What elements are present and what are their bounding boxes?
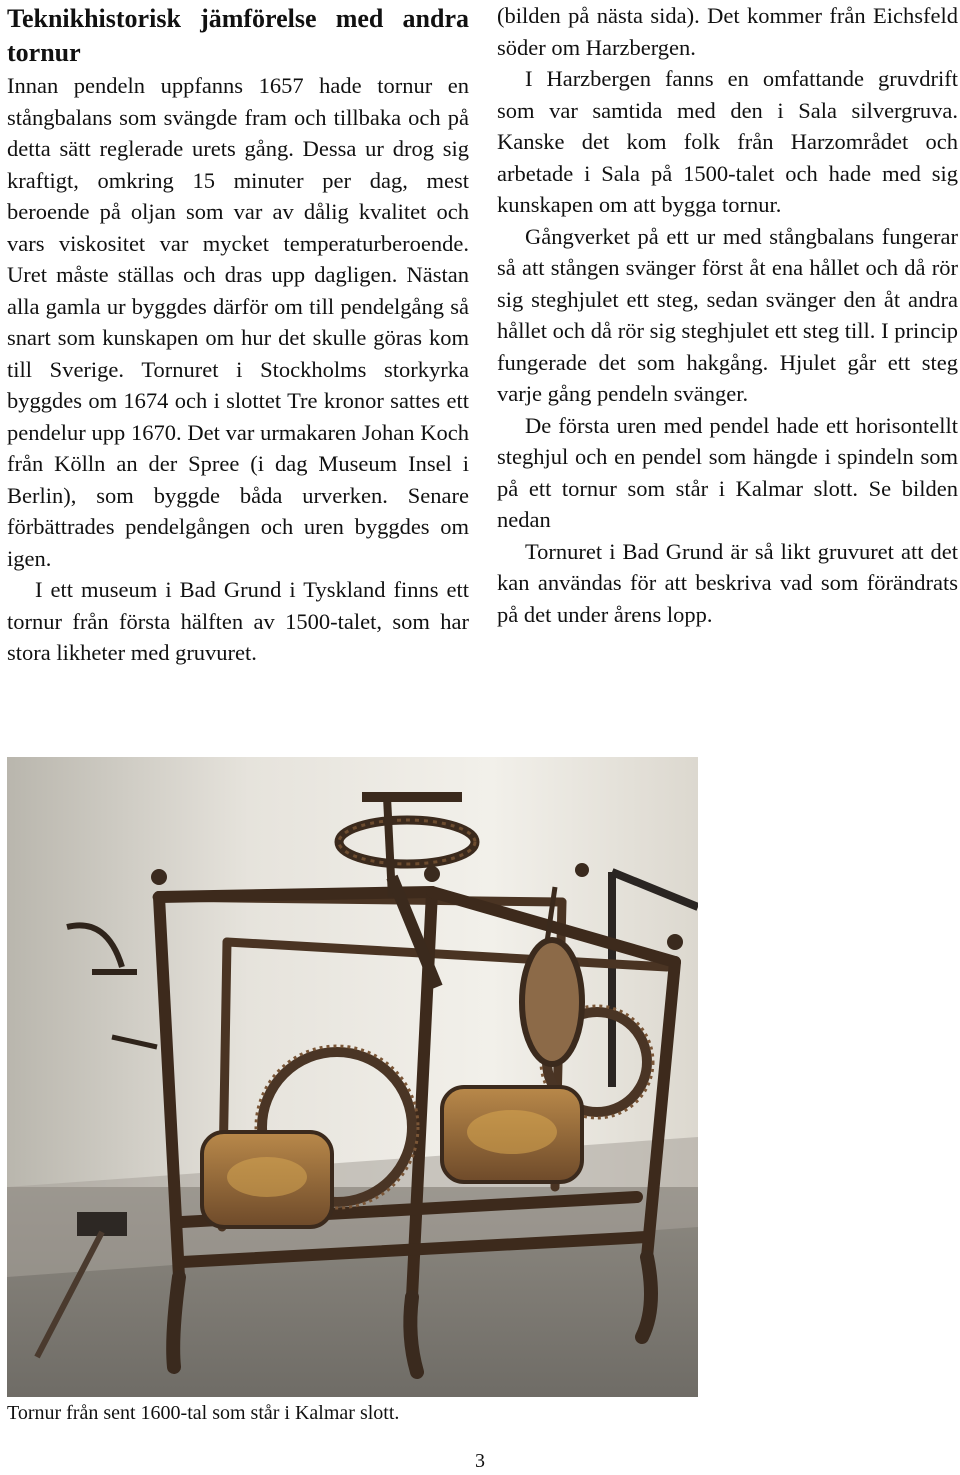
body-paragraph: I ett museum i Bad Grund i Tyskland finns ett tornur från första hälften av 1500-talet, som har stora likheter med gruvuret. <box>7 577 469 665</box>
page-number: 3 <box>475 1450 485 1472</box>
clock-mechanism-photo <box>7 757 698 1397</box>
body-paragraph: (bilden på nästa sida). Det kommer från Eichsfeld söder om Harzbergen. <box>497 3 958 60</box>
body-paragraph: Gångverket på ett ur med stångbalans fungerar så att stången svänger först åt ena hållet och då rör sig steghjulet ett steg, sedan svänger den åt andra hållet och då rör sig steghjulet ett steg till. I princip fungerade det som hakgång. Hjulet går ett steg varje gång pendeln svänger. <box>497 223 958 406</box>
figure-caption: Tornur från sent 1600-tal som står i Kalmar slott. <box>7 1402 400 1424</box>
body-paragraph: Tornuret i Bad Grund är så likt gruvuret att det kan användas för att beskriva vad som förändrats på det under årens lopp. <box>497 538 958 627</box>
right-column <box>497 0 958 630</box>
body-paragraph: De första uren med pendel hade ett horisontellt steghjul och en pendel som hängde i spindeln som på ett tornur som står i Kalmar slott. Se bilden nedan <box>497 412 958 532</box>
body-paragraph: Innan pendeln uppfanns 1657 hade tornur en stångbalans som svängde fram och tillbaka och på detta sätt reglerade urets gång. Dessa ur drog sig kraftigt, omkring 15 minuter per dag, mest beroende på oljan som var av dålig kvalitet och vars viskositet var mycket temperaturberoende. Uret måste ställas och dras upp dagligen. Nästan alla gamla ur byggdes därför om till pendelgång så snart som kunskapen om hur det skulle göras kom till Sverige. Tornuret i Stockholms storkyrka byggdes om 1674 och i slottet Tre kronor sattes ett pendelur upp 1670. Det var urmakaren Johan Koch från Kölln an der Spree (i dag Museum Insel i Berlin), som byggde båda urverken. Senare förbättrades pendelgången och uren byggdes om igen. <box>7 73 469 571</box>
body-paragraph: I Harzbergen fanns en omfattande gruvdrift som var samtida med den i Sala silvergruva. Kanske det kom folk från Harzområdet och arbetade i Sala på 1500-talet och hade med sig kunskapen om att bygga tornur. <box>497 66 958 217</box>
section-heading: Teknikhistorisk jämförelse med andra tornur <box>7 4 469 67</box>
left-column <box>7 0 469 669</box>
